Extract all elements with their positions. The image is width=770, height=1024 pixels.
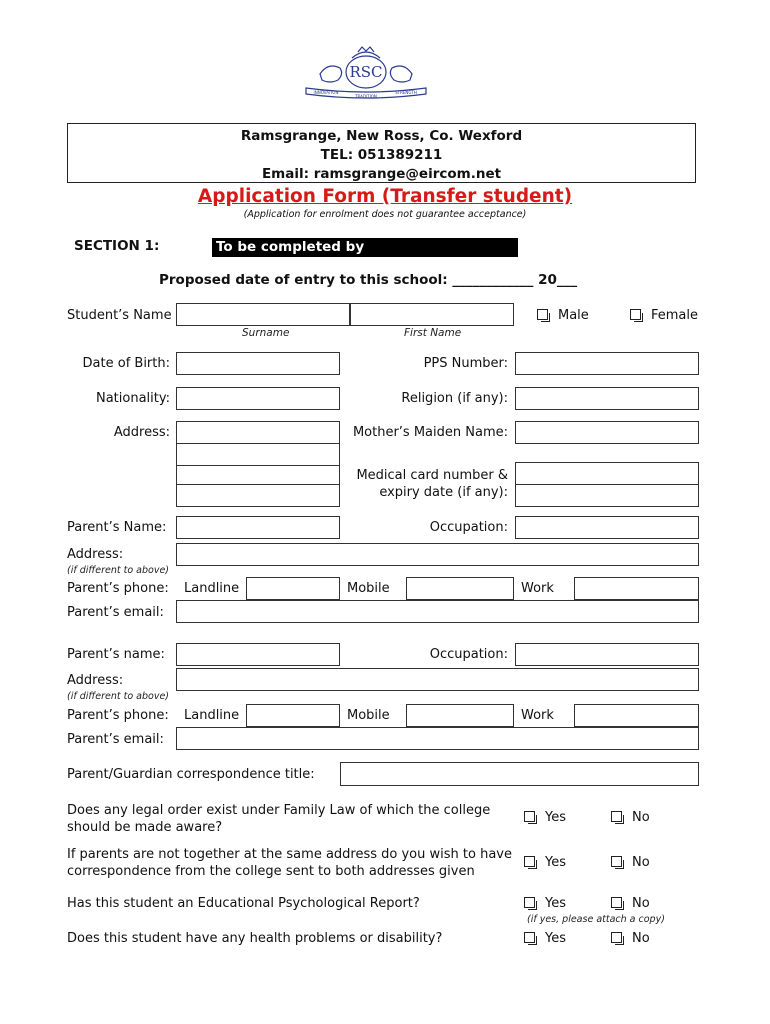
question-psych-report: Has this student an Educational Psychological Report? — [67, 896, 420, 911]
maiden-name-field[interactable] — [515, 421, 699, 444]
parent2-mobile-label: Mobile — [347, 708, 390, 723]
proposed-entry-date: Proposed date of entry to this school: ____________ 20___ — [159, 272, 578, 288]
parent2-name-label: Parent’s name: — [67, 647, 165, 662]
parent1-address-field[interactable] — [176, 543, 699, 566]
parent2-phone-label: Parent’s phone: — [67, 708, 169, 723]
dob-field[interactable] — [176, 352, 340, 375]
parent2-landline-label: Landline — [184, 708, 240, 723]
health-no[interactable]: No — [611, 931, 650, 946]
parent1-work-label: Work — [521, 581, 554, 596]
parent1-email-label: Parent’s email: — [67, 605, 164, 620]
address-line-2[interactable] — [176, 443, 340, 466]
male-option[interactable]: Male — [537, 308, 589, 323]
psych-report-note: (if yes, please attach a copy) — [527, 914, 665, 925]
medical-card-field-2[interactable] — [515, 484, 699, 507]
address-line-3[interactable] — [176, 465, 340, 485]
parent1-occupation-label: Occupation: — [429, 520, 508, 535]
first-name-caption: First Name — [404, 327, 462, 339]
svg-text:RSC: RSC — [349, 63, 383, 81]
parent1-name-label: Parent’s Name: — [67, 520, 167, 535]
dob-label: Date of Birth: — [82, 356, 170, 371]
parent2-name-field[interactable] — [176, 643, 340, 666]
correspondence-title-field[interactable] — [340, 762, 699, 786]
parent1-landline-label: Landline — [184, 581, 240, 596]
pps-label: PPS Number: — [423, 356, 508, 371]
parent2-address-label: Address: — [67, 673, 124, 688]
parent1-mobile-field[interactable] — [406, 577, 514, 600]
nationality-field[interactable] — [176, 387, 340, 410]
parent2-address-field[interactable] — [176, 668, 699, 691]
legal-order-no[interactable]: No — [611, 810, 650, 825]
parent2-email-label: Parent’s email: — [67, 732, 164, 747]
medical-card-field-1[interactable] — [515, 462, 699, 485]
parent2-landline-field[interactable] — [246, 704, 340, 727]
parent1-address-label: Address: — [67, 547, 124, 562]
parent1-occupation-field[interactable] — [515, 516, 699, 539]
legal-order-no-checkbox[interactable] — [611, 811, 622, 822]
parent2-work-label: Work — [521, 708, 554, 723]
parent2-work-field[interactable] — [574, 704, 699, 727]
question-health: Does this student have any health problems or disability? — [67, 931, 443, 946]
parent1-phone-label: Parent’s phone: — [67, 581, 169, 596]
legal-order-yes[interactable]: Yes — [524, 810, 566, 825]
school-logo — [300, 44, 432, 104]
parent2-occupation-field[interactable] — [515, 643, 699, 666]
health-yes-checkbox[interactable] — [524, 932, 535, 943]
school-email: Email: ramsgrange@eircom.net — [261, 166, 502, 182]
pps-field[interactable] — [515, 352, 699, 375]
both-addresses-no-checkbox[interactable] — [611, 856, 622, 867]
parent1-landline-field[interactable] — [246, 577, 340, 600]
psych-report-yes[interactable]: Yes — [524, 896, 566, 911]
parent1-email-field[interactable] — [176, 600, 699, 623]
psych-report-no[interactable]: No — [611, 896, 650, 911]
student-name-label: Student’s Name — [67, 308, 172, 323]
student-address-label: Address: — [113, 425, 170, 440]
both-addresses-no[interactable]: No — [611, 855, 650, 870]
school-address-box — [67, 123, 696, 183]
svg-text:STRENGTH: STRENGTH — [395, 90, 417, 95]
legal-order-yes-checkbox[interactable] — [524, 811, 535, 822]
surname-field[interactable] — [176, 303, 350, 326]
female-option[interactable]: Female — [630, 308, 698, 323]
svg-text:TRADITION: TRADITION — [355, 94, 377, 99]
address-line-1[interactable] — [176, 421, 340, 444]
both-addresses-yes[interactable]: Yes — [524, 855, 566, 870]
question-legal-order: Does any legal order exist under Family Law of which the college should be made aware? — [67, 803, 491, 835]
parent2-mobile-field[interactable] — [406, 704, 514, 727]
parent1-address-note: (if different to above) — [67, 565, 169, 576]
psych-report-no-checkbox[interactable] — [611, 897, 622, 908]
psych-report-yes-checkbox[interactable] — [524, 897, 535, 908]
surname-caption: Surname — [242, 327, 290, 339]
both-addresses-yes-checkbox[interactable] — [524, 856, 535, 867]
correspondence-title-label: Parent/Guardian correspondence title: — [67, 767, 315, 782]
parent1-work-field[interactable] — [574, 577, 699, 600]
address-line-4[interactable] — [176, 484, 340, 507]
parent2-email-field[interactable] — [176, 727, 699, 750]
maiden-name-label: Mother’s Maiden Name: — [352, 425, 508, 440]
school-phone: TEL: 051389211 — [320, 147, 443, 163]
male-checkbox[interactable] — [537, 309, 548, 320]
medical-card-label-1: Medical card number & — [356, 468, 508, 483]
first-name-field[interactable] — [350, 303, 514, 326]
health-no-checkbox[interactable] — [611, 932, 622, 943]
medical-card-label-2: expiry date (if any): — [379, 485, 508, 500]
female-checkbox[interactable] — [630, 309, 641, 320]
religion-field[interactable] — [515, 387, 699, 410]
parent1-mobile-label: Mobile — [347, 581, 390, 596]
health-yes[interactable]: Yes — [524, 931, 566, 946]
question-both-addresses: If parents are not together at the same address do you wish to have correspondence from the college sent to both addresses given — [67, 847, 512, 879]
crest-icon — [300, 44, 432, 104]
school-address: Ramsgrange, New Ross, Co. Wexford — [240, 128, 523, 144]
religion-label: Religion (if any): — [401, 391, 508, 406]
nationality-label: Nationality: — [95, 391, 170, 406]
parent2-occupation-label: Occupation: — [429, 647, 508, 662]
form-title: Application Form (Transfer student) — [197, 186, 573, 207]
svg-text:INNOVATION: INNOVATION — [313, 90, 339, 95]
section-label: SECTION 1: — [74, 238, 160, 254]
form-subtitle: (Application for enrolment does not guarantee acceptance) — [243, 209, 527, 220]
parent1-name-field[interactable] — [176, 516, 340, 539]
section-banner: To be completed by parent(s)/guardian(s) — [212, 238, 518, 257]
parent2-address-note: (if different to above) — [67, 691, 169, 702]
